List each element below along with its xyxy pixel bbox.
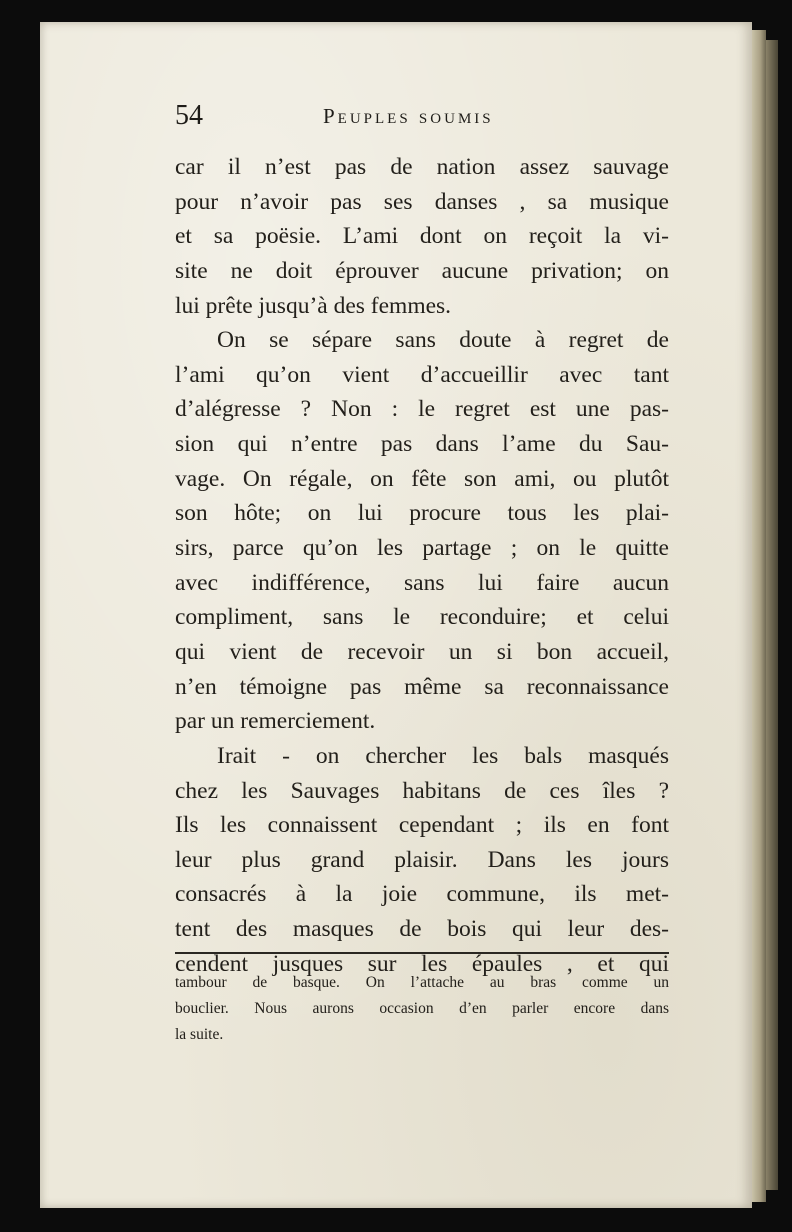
footnote [175, 970, 669, 1048]
text-line: qui vient de recevoir un si bon accueil, [175, 638, 669, 665]
text-line: sion qui n’entre pas dans l’ame du Sau- [175, 431, 669, 458]
text-line: pour n’avoir pas ses danses , sa musique [175, 188, 669, 215]
footnote-line: bouclier. Nous aurons occasion d’en parler encore dans [175, 1000, 669, 1017]
page-edge [752, 30, 766, 1202]
footnote-rule [175, 952, 669, 954]
text-line: par un remerciement. [175, 708, 376, 735]
running-title: Peuples soumis [323, 104, 494, 128]
text-line: On se sépare sans doute à regret de [217, 327, 669, 354]
text-line: l’ami qu’on vient d’accueillir avec tant [175, 361, 669, 388]
text-line: Irait - on chercher les bals masqués [217, 742, 669, 769]
text-line: Ils les connaissent cependant ; ils en font [175, 812, 669, 839]
text-line: site ne doit éprouver aucune privation; on [175, 257, 669, 284]
text-line: consacrés à la joie commune, ils met- [175, 881, 669, 908]
text-line: et sa poësie. L’ami dont on reçoit la vi- [175, 223, 669, 250]
text-line: son hôte; on lui procure tous les plai- [175, 500, 669, 527]
text-line: d’alégresse ? Non : le regret est une pas- [175, 396, 669, 423]
text-line: chez les Sauvages habitans de ces îles ? [175, 777, 669, 804]
body-text [175, 150, 669, 981]
page-number: 54 [175, 100, 203, 131]
text-line: sirs, parce qu’on les partage ; on le quitte [175, 535, 669, 562]
text-line: lui prête jusqu’à des femmes. [175, 292, 452, 319]
text-line: car il n’est pas de nation assez sauvage [175, 154, 669, 180]
text-line: leur plus grand plaisir. Dans les jours [175, 846, 669, 873]
running-head [175, 100, 670, 140]
text-line: avec indifférence, sans lui faire aucun [175, 569, 669, 596]
page-edge-shadow [766, 40, 778, 1190]
footnote-line: tambour de basque. On l’attache au bras comme un [175, 974, 669, 991]
text-line: cendent jusques sur les épaules , et qui [175, 950, 669, 977]
text-line: vage. On régale, on fête son ami, ou plutôt [175, 465, 669, 492]
text-line: n’en témoigne pas même sa reconnaissance [175, 673, 669, 700]
text-line: compliment, sans le reconduire; et celui [175, 604, 669, 631]
footnote-line: la suite. [175, 1026, 224, 1043]
text-line: tent des masques de bois qui leur des- [175, 916, 669, 943]
